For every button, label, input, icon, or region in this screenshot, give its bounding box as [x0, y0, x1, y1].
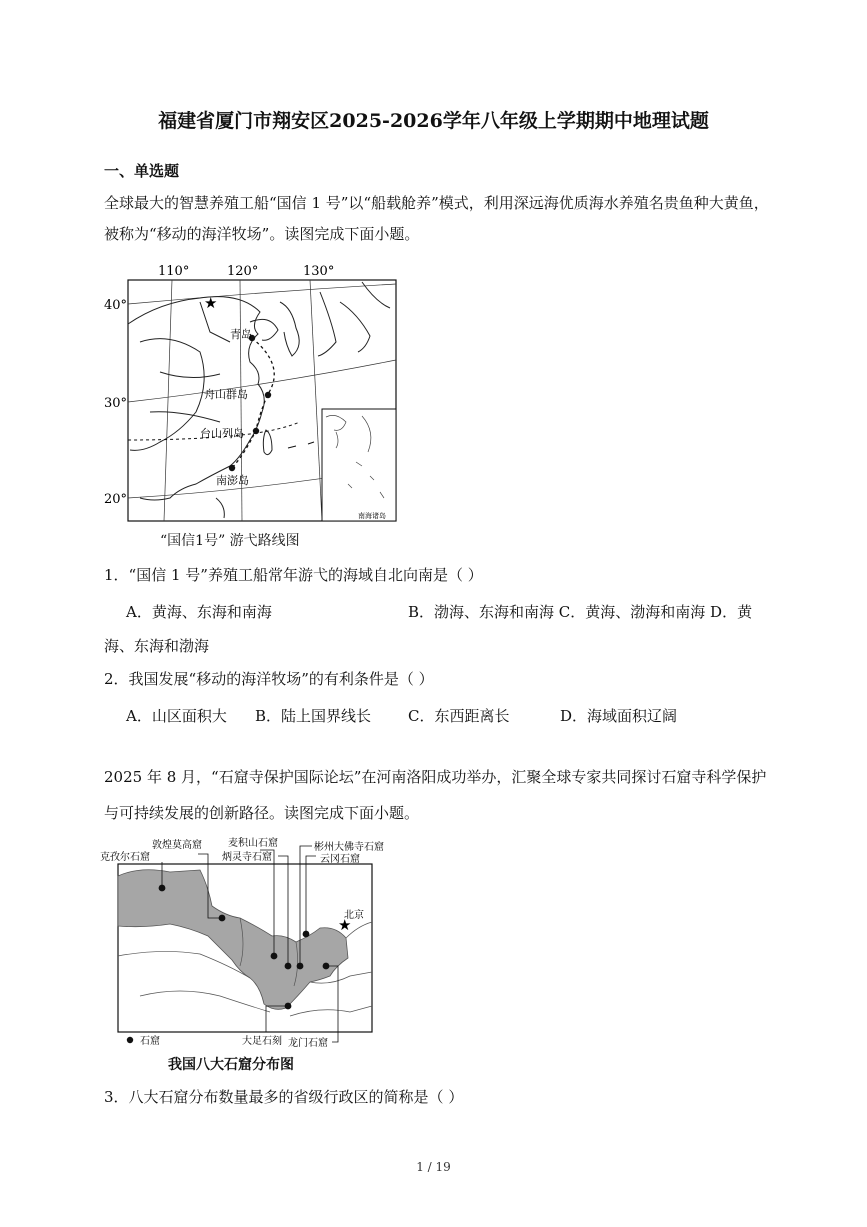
q1-options-bcd[interactable]: B．渤海、东海和南海 C．黄海、渤海和南海 D．黄 [408, 603, 753, 621]
intro-paragraph-2-line-2: 与可持续发展的创新路径。读图完成下面小题。 [104, 804, 420, 822]
label-beijing: 北京 [344, 910, 364, 921]
lat-label-40: 40° [104, 298, 128, 313]
lon-label-130: 130° [303, 264, 335, 279]
place-label-taishan: 台山列岛 [200, 427, 244, 440]
label-dunhuang: 敦煌莫高窟 [152, 840, 202, 851]
legend-dot-icon [127, 1037, 133, 1043]
map1-caption: “国信1号” 游弋路线图 [160, 533, 300, 549]
q2-option-d[interactable]: D．海域面积辽阔 [560, 707, 678, 725]
place-label-zhoushan: 舟山群岛 [204, 388, 248, 401]
document-title: 福建省厦门市翔安区2025-2026学年八年级上学期期中地理试题 [158, 110, 709, 132]
place-dot-zhoushan [265, 392, 271, 398]
route-map-figure [100, 262, 410, 524]
q2-stem: 2．我国发展“移动的海洋牧场”的有利条件是（ ） [104, 670, 434, 688]
inset-label: 南海诸岛 [358, 512, 386, 520]
place-label-qingdao: 青岛 [230, 328, 252, 341]
intro-paragraph-1-line-1: 全球最大的智慧养殖工船“国信 1 号”以“船载舱养”模式，利用深远海优质海水养殖名贵鱼种大黄鱼， [104, 194, 769, 212]
place-label-nanpeng: 南澎岛 [216, 474, 249, 487]
lon-label-110: 110° [158, 264, 190, 279]
place-dot-taishan [253, 428, 259, 434]
place-dot-nanpeng [229, 465, 235, 471]
beijing-star-icon: ★ [338, 916, 352, 934]
lat-label-20: 20° [104, 492, 128, 507]
map2-caption: 我国八大石窟分布图 [168, 1057, 294, 1073]
q1-option-a[interactable]: A．黄海、东海和南海 [126, 603, 272, 621]
q2-option-b[interactable]: B．陆上国界线长 [255, 707, 372, 725]
q1-stem: 1．“国信 1 号”养殖工船常年游弋的海域自北向南是（ ） [104, 566, 483, 584]
intro-paragraph-2-line-1: 2025 年 8 月，“石窟寺保护国际论坛”在河南洛阳成功举办，汇聚全球专家共同探讨石窟寺科学保护 [104, 768, 767, 786]
q2-option-a[interactable]: A．山区面积大 [126, 707, 227, 725]
q1-option-d-continued: 海、东海和渤海 [104, 637, 210, 655]
label-longmen: 龙门石窟 [288, 1038, 328, 1049]
label-binzhou: 彬州大佛寺石窟 [314, 842, 384, 853]
label-dazu: 大足石刻 [242, 1036, 282, 1047]
intro-paragraph-1-line-2: 被称为“移动的海洋牧场”。读图完成下面小题。 [104, 225, 420, 243]
capital-star-icon: ★ [204, 294, 218, 312]
label-maiji: 麦积山石窟 [228, 838, 278, 849]
q2-option-c[interactable]: C．东西距离长 [408, 707, 510, 725]
label-yungang: 云冈石窟 [320, 854, 360, 865]
south-sea-inset-frame [322, 409, 396, 521]
grotto-map-figure [100, 836, 400, 1052]
section-heading: 一、单选题 [104, 162, 180, 180]
legend-label: 石窟 [140, 1036, 160, 1047]
lat-label-30: 30° [104, 396, 128, 411]
q3-stem: 3．八大石窟分布数量最多的省级行政区的简称是（ ） [104, 1088, 464, 1106]
label-binglingsi: 炳灵寺石窟 [222, 852, 272, 863]
label-kizil: 克孜尔石窟 [100, 852, 150, 863]
lon-label-120: 120° [227, 264, 259, 279]
page-number: 1 / 19 [416, 1160, 451, 1174]
